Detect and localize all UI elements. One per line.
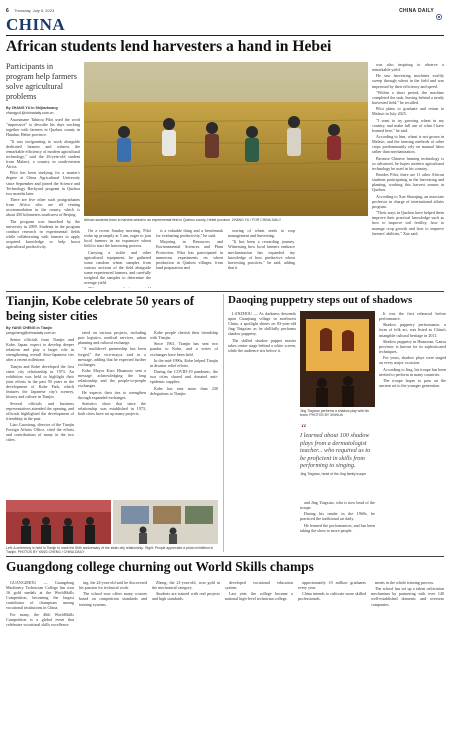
paragraph: "Their stays in Quzhou have helped them improve their practical knowledge such as how to improve soil fertility, how to manage crop growth and how to improve farmers' abilities," Xue said. [372,210,444,236]
paragraph: He saw harvesting machines swiftly sweep through wheat in the field and was impressed by their efficiency and speed. [372,73,444,89]
story1-byline-name: By ZHANG YU in Shijiazhuang [6,106,58,110]
paragraph: According to Xue Shaoqing, an associate professor in charge of international affairs program. [372,193,444,209]
paragraph: Shadow puppetry performance, a form of folk art, was listed as China's intangible cultural heritage in 2011. [379,322,446,338]
paragraph [84,286,151,288]
story2-byline [6,326,74,335]
page-date: Thursday, July 6, 2023 [14,8,55,13]
paragraph: The skilled shadow puppet master takes center stage behind a white screen, while the audience sits before it. [228,337,296,353]
paragraph: "It has been a rewarding journey. Witnessing how local farmers embrace mechanization has expanded my knowledge of how productive wheat harvesting practices," he said, adding that it [228,239,295,270]
masthead-icon [436,7,442,13]
story4-headline: Guangdong college churning out World Skills champs [6,559,314,574]
story1-column-5 [372,62,444,288]
story1-photo [84,62,368,216]
paragraph: The program was launched by the university in 2009. Students in the program conduct research in experimental fields while collaborating with farmers to apply acquired knowledge to help boost agricultural productivity. [6,218,80,249]
story2-photo-left [6,500,111,544]
story1-column-2 [84,228,151,288]
paragraph: ing, the 24-year-old said he discovered his passion for technical work. [79,580,147,591]
story2-photo-right [113,500,218,544]
story2-column-1 [6,337,74,497]
paragraph: rated on various projects, including port logistics, medical services, urban planning and cultural exchange. [78,330,146,346]
paragraph: The school has set up a talent cultivation mechanism by partnering with over 140 well-established domestic and overseas companies. [371,586,444,607]
paragraph: According to him, wheat is not grown in Malawi, and the farming methods of other crops predominantly rely on manual labor rather than mechanization. [372,134,444,155]
paragraph: Because Chinese farming technology is so advanced, he hopes modern agricultural technology be used in his country. [372,155,444,171]
paragraph: In the mid-1990s, Kobe helped Tianjin in disaster relief efforts. [150,357,218,368]
story1-column-3 [156,228,223,288]
paragraph: Since 1961, Tianjin has sent two pandas to Kobe, and a series of exchanges have been held. [150,341,218,357]
page-number: 6 [6,8,9,14]
story2-column-3 [150,330,218,497]
story3-pull-quote [300,421,375,476]
paragraph: During his tender in the 1960s, he practiced the traditional art daily. [300,511,375,522]
paragraph: Tianjin and Kobe developed the first sister city relationship in 1973. An exhibition was held to highlight their joint efforts in the past 50 years in the development of Kobe Park, which features the Japanese city's scenery, history and culture in Tianjin. [6,363,74,400]
paragraph: Kobe has sent more than 230 delegations to Tianjin. [150,385,218,396]
paragraph: Pilot plans to graduate and return to Malawi in July 2025. [372,106,444,117]
story4-column-5 [298,580,366,744]
paragraph: GUANGZHOU — Guangdong Machinery Technician College has won 16 gold medals at the WorldSkills Competition, becoming the largest contributor of champions among vocational institutions in China. [6,580,74,611]
story1-byline-email: zhangyu1@chinadaily.com.cn [6,110,54,115]
quote-mark-icon: “ [300,421,307,435]
story2-byline-email: yangcheng@chinadaily.com.cn [6,330,56,335]
pull-quote-text: I learned about 100 shadow plays from a dermatologist teacher... who required us to be proficient in skills from performing to singing. [300,432,371,470]
paragraph: Several officials and business representatives attended the opening, and officials highlighted the development of friendship in the past. [6,400,74,421]
paragraph: developed vocational education system. [225,580,293,591]
pull-quote-attribution: Jing Tingxiao, head of the Jing family troupe [300,471,367,476]
story3-column-2 [228,500,296,552]
story3-photo-caption: Jing Tingxiao performs a shadow play with his team. PHOTOS BY XINHUA [300,409,369,418]
story1-headline: African students lend harvesters a hand in Hebei [6,38,332,55]
story4-column-1 [6,580,74,744]
paragraph: "A multilevel partnership has been forged," the vice-mayor said in a message, adding that he expected further exchanges. [78,346,146,367]
paragraph: approximately 10 million graduates every year. [298,580,366,591]
paragraph: China intends to cultivate more skilled professionals. [298,591,366,602]
section-rule [6,35,444,36]
divider-rule [6,291,444,292]
paragraph: Assoumane Tahirou Pilot used the word "impressive" to describe his days working together with farmers in Quzhou county in Handan, Hebei province. [6,117,80,138]
story2-photo-caption: Left: A ceremony is held in Tianjin to mark the 50th anniversary of the sister-city relationship. Right: People appreciate a photo exhibition in Tianjin. PHOTOS BY YANG CHENG / CHINA DAILY [6,546,214,555]
paragraph: LANZHOU — As darkness descends upon Cuanjiang village in northwest China, a spotlight shines on 83-year-old Jing Tingxiao as he skillfully performs shadow puppetry. [228,311,296,337]
story4-column-3 [152,580,220,744]
paragraph: Last year, the college became a national high-level technician college. [225,591,293,602]
paragraph: Senior officials from Tianjin and Kobe, Japan, expect to develop deeper relations and play a larger role in strengthening overall Sino-Japanese ties after a recent milestone. [6,337,74,363]
paragraph: He expects their ties to strengthen through expanded exchanges. [78,389,146,400]
story3-column-3 [300,500,375,552]
paragraph: Kobe people cherish their friendship with Tianjin. [150,330,218,341]
story3-headline: Daoqing puppetry steps out of shadows [228,294,413,306]
story4-column-2 [79,580,147,744]
story1-column-4 [228,228,295,288]
story3-photo [300,311,375,407]
paragraph: Liao Guoxiong, director of the Tianjin Foreign Affairs Office, cited the efforts and contributions of many in the two cities. [6,422,74,443]
story2-byline-name: By YANG CHENG in Tianjin [6,326,53,330]
paragraph: The troupe hopes to pass on the ancient art to the younger generation. [379,378,446,389]
paragraph: Carrying a sickle and other agricultural equipment, he gathered some random wheat samples from various sections of the field alongside some experienced farmers, and carefully weighed the samples to determine the average yield. [84,249,151,286]
paragraph: The school now offers many courses based on competition standards and training systems. [79,591,147,607]
paragraph: For years, shadow plays were staged on every major occasion. [379,355,446,366]
masthead: CHINA DAILY [399,7,434,14]
story2-headline: Tianjin, Kobe celebrate 50 years of being sister cities [6,294,194,323]
story1-byline [6,106,80,115]
story3-column-4 [379,311,446,551]
paragraph: "Within a short period, the machine completed the task, leaving behind a neatly harvested field," he recalled. [372,89,444,106]
paragraph: Shadow puppetry in Huanxian, Gansu province, is known for its sophisticated techniques. [379,338,446,355]
section-title: CHINA [6,15,66,34]
paragraph: Pilot has been studying for a master's degree at China Agricultural University since September and joined the Science and Technology Backyard program in Quzhou two months later. [6,170,80,196]
column-divider [223,294,224,552]
paragraph: is a valuable thing and a benchmark for evaluating productivity," he said. [156,228,223,239]
paragraph: Kobe Mayor Kizo Hisamoto sent a message acknowledging the long relationship and the people-to-people exchanges. [78,368,146,389]
story1-photo-caption: African students learn to harvest wheat in an experimental field in Quzhou county, Hebei province. ZHANG YU / FOR CHINA DAILY [84,218,282,222]
paragraph: It was the first rehearsal before performance. [379,311,446,322]
paragraph: and Jing Tingxiao, who is now head of the troupe. [300,500,375,511]
story2-column-2 [78,330,146,497]
paragraph: Besides Pilot, there are 11 other African students participating in the harvesting and planting, working this harvest season in Quzhou. [372,172,444,193]
divider-rule [6,556,444,557]
story4-column-4 [225,580,293,744]
paragraph: Students are trained with real projects and high standards. [152,591,220,602]
story1-column-1 [6,117,80,287]
paragraph: ments in the whole training process. [375,580,435,585]
paragraph: "It was invigorating to work alongside dedicated farmers and witness the remarkable efficiency of modern agricultural technology," said the 26-year-old student from Malawi, a country in south-eastern Africa. [6,138,80,170]
paragraph: For many, the 46th WorldSkills Competition is a global event that celebrates vocational skills excellence. [6,611,74,627]
paragraph: According to Jing, his troupe has been invited to perform in many countries. [379,366,446,377]
paragraph: He learned the performances, and has been taking the show to more people. [300,522,375,533]
paragraph: Zheng, the 21-year-old, won gold in the mechanical category. [152,580,220,591]
paragraph: During the COVID-19 pandemic, the two cities shared and donated anti-epidemic supplies. [150,369,218,385]
paragraph: Majoring in Resources and Environmental Sciences and Plant Protection, Pilot has participated in numerous experiments on wheat production in Quzhou villages, from land preparation and [156,239,223,270]
paragraph: There are five other such postgraduates from Africa who are all renting accommodation in the county, which is about 450 kilometers southwest of Beijing. [6,196,80,218]
paragraph: was also inspiring to observe a remarkable yield. [372,62,444,73]
paragraph: sowing of wheat seeds to crop management and harvesting. [228,228,295,239]
paragraph: Statistics show that since the relationship was established in 1973, both cities have set up many projects. [78,400,146,417]
story4-column-6 [371,580,444,744]
story1-deck: Participants in program help farmers solve agricultural problems [6,62,77,101]
paragraph: On a recent Sunday morning, Pilot woke up promptly at 5 am, eager to join local farmers in an expansive wheat field to start the harvesting process. [84,228,151,249]
paragraph: "I want to try growing wheat in my country, and make full use of what I have learned here," he said. [372,117,444,133]
